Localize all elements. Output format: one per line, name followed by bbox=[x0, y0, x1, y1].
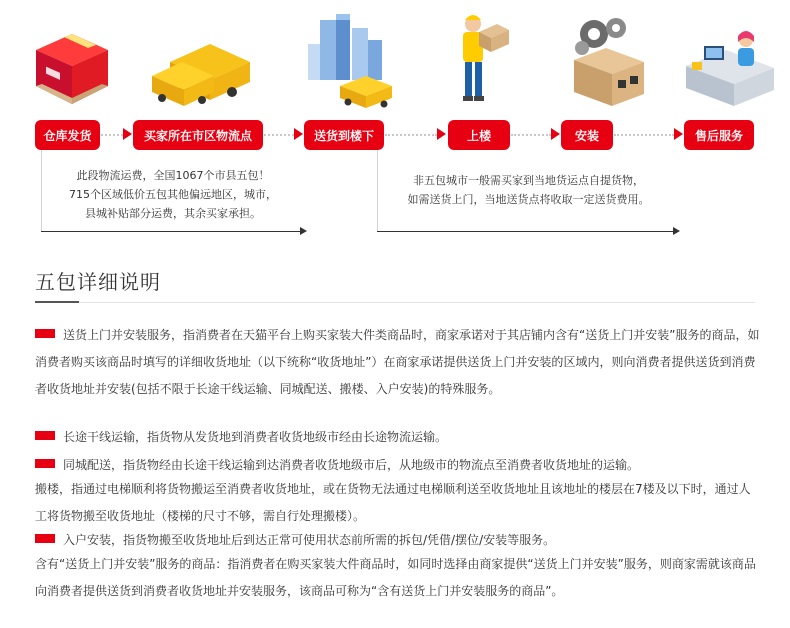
paragraph-in-home-install: 入户安装，指货物搬至收货地址后到达正常可使用状态前所需的拆包/凭借/摆位/安装等服务。 bbox=[35, 527, 760, 554]
connector-dots bbox=[511, 134, 551, 136]
bullet-marker-icon bbox=[35, 329, 55, 338]
bracket-right-arrow-line bbox=[377, 231, 674, 232]
step-upstairs: 上楼 bbox=[448, 120, 510, 150]
paragraph-carry-upstairs: 搬楼，指通过电梯顺利将货物搬运至消费者收货地址，或在货物无法通过电梯顺利送至收货地址且该地址的楼层在7楼及以下时，通过人工将货物搬至收货地址（楼梯的尺寸不够，需自行处理搬楼）。 bbox=[35, 482, 751, 523]
paragraph-definition: 含有“送货上门并安装”服务的商品：指消费者在购买家装大件商品时，如同时选择由商家提供“送货上门并安装”服务，则商家需就该商品向消费者提供送货到消费者收货地址并安装服务，该商品可称为“含有送货上门并安装服务的商品”。 bbox=[35, 557, 756, 598]
arrow-head-icon bbox=[673, 227, 680, 235]
bracket-left-arrow-line bbox=[41, 231, 301, 232]
connector-dots bbox=[385, 134, 437, 136]
section-divider bbox=[35, 302, 755, 303]
step-city-logistics-point: 买家所在市区物流点 bbox=[133, 120, 263, 150]
step-after-sales: 售后服务 bbox=[684, 120, 754, 150]
worker-carrying-box-icon bbox=[445, 10, 515, 110]
section-title-underline bbox=[35, 301, 79, 303]
step-install: 安装 bbox=[561, 120, 613, 150]
customer-service-desk-icon bbox=[680, 10, 780, 110]
connector-arrow-icon bbox=[551, 128, 560, 140]
step-warehouse-ship: 仓库发货 bbox=[35, 120, 100, 150]
delivery-trucks-icon bbox=[150, 10, 260, 110]
section-title: 五包详细说明 bbox=[35, 270, 161, 294]
bracket-right-vertical bbox=[377, 150, 378, 232]
bullet-marker-icon bbox=[35, 534, 55, 543]
city-delivery-icon bbox=[300, 10, 395, 110]
note-non-guarantee-cities: 非五包城市一般需买家到当地货运点自提货物， 如需送货上门，当地送货点将收取一定送货费用。 bbox=[407, 174, 650, 206]
connector-dots bbox=[614, 134, 674, 136]
connector-arrow-icon bbox=[674, 128, 683, 140]
note-five-guarantee-areas: 此段物流运费，全国1067个市县五包！ 715个区域低价五包其他偏远地区，城市， 县城补贴部分运费，其余买家承担。 bbox=[69, 169, 277, 220]
package-box-icon bbox=[22, 10, 122, 110]
bullet-marker-icon bbox=[35, 459, 55, 468]
step-deliver-downstairs: 送货到楼下 bbox=[304, 120, 384, 150]
connector-arrow-icon bbox=[437, 128, 446, 140]
arrow-head-icon bbox=[300, 227, 307, 235]
connector-arrow-icon bbox=[123, 128, 132, 140]
paragraph-same-city-delivery: 同城配送，指货物经由长途干线运输到达消费者收货地级市后，从地级市的物流点至消费者收货地址的运输。 bbox=[35, 452, 760, 479]
paragraph-long-haul-transport: 长途干线运输，指货物从发货地到消费者收货地级市经由长途物流运输。 bbox=[35, 424, 760, 451]
gears-box-icon bbox=[560, 10, 660, 110]
paragraph-delivery-install-service: 送货上门并安装服务，指消费者在天猫平台上购买家装大件类商品时，商家承诺对于其店铺内含有“送货上门并安装”服务的商品，如消费者购买该商品时填写的详细收货地址（以下统称“收货地址”）在商家承诺提供送货上门并安装的区域内，则向消费者提供送货到消费者收货地址并安装(包括不限于长途干线运输、同城配送、搬楼、入户安装)的特殊服务。 bbox=[35, 328, 760, 396]
bracket-left-vertical bbox=[41, 150, 42, 232]
connector-dots bbox=[101, 134, 123, 136]
connector-arrow-icon bbox=[294, 128, 303, 140]
connector-dots bbox=[264, 134, 294, 136]
bullet-marker-icon bbox=[35, 431, 55, 440]
